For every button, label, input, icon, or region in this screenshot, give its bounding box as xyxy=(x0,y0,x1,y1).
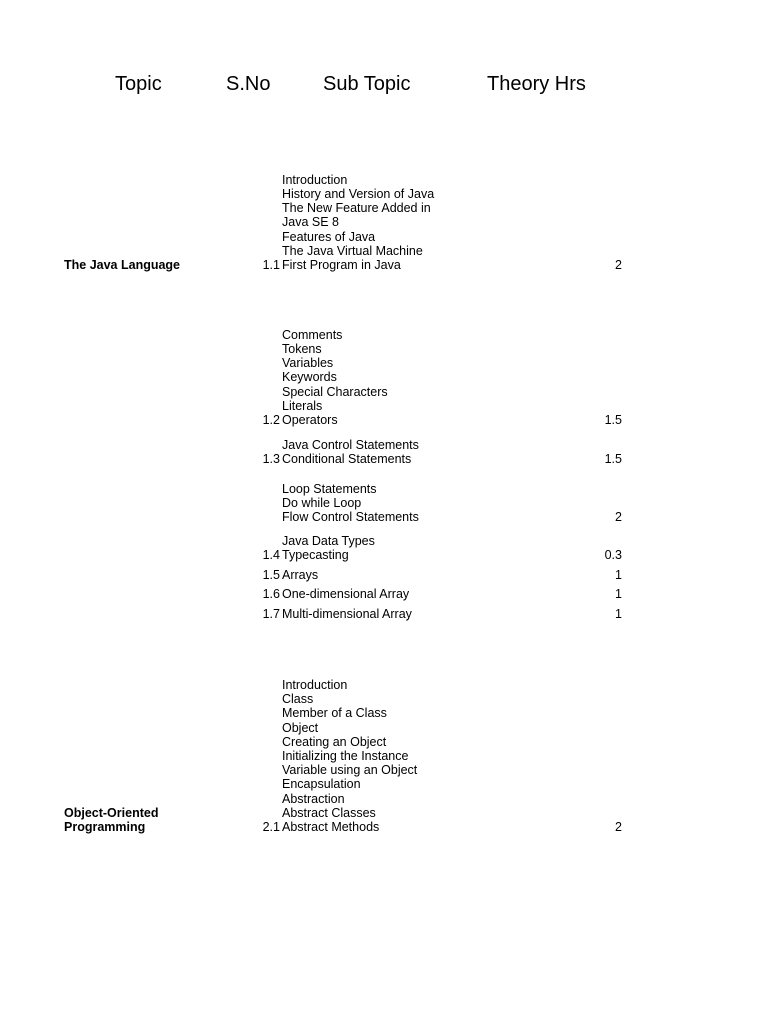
theory-hrs-cell: 1 xyxy=(615,587,622,601)
sub-topic-item: One-dimensional Array xyxy=(282,587,410,601)
sub-topic-item: Literals xyxy=(282,398,323,413)
sno-cell: 1.7 xyxy=(262,607,280,621)
sno-cell: 1.2 xyxy=(262,413,280,427)
sno-cell: 1.5 xyxy=(262,568,280,582)
sub-topic-item: Class xyxy=(282,692,314,707)
theory-hrs-cell: 2 xyxy=(615,258,622,272)
sub-topic-item: Abstraction xyxy=(282,791,345,806)
sub-topic-item: Multi-dimensional Array xyxy=(282,607,412,621)
sub-topic-item: Features of Java xyxy=(282,229,376,244)
sub-topic-item: Member of a Class xyxy=(282,706,387,721)
sub-topic-item: Arrays xyxy=(282,568,319,582)
sub-topic-cell xyxy=(282,328,388,427)
sub-topic-item: Java Control Statements xyxy=(282,437,419,452)
theory-hrs-cell: 1.5 xyxy=(604,413,622,427)
sub-topic-item: Conditional Statements xyxy=(282,452,412,466)
sub-topic-item: Encapsulation xyxy=(282,777,361,792)
sub-topic-item: The New Feature Added in xyxy=(282,201,431,216)
sub-topic-item: Operators xyxy=(282,413,338,428)
header-sno: S.No xyxy=(226,73,271,95)
topic-line: Programming xyxy=(64,820,146,834)
sub-topic-item: Keywords xyxy=(282,370,337,385)
topic-cell xyxy=(64,806,158,834)
theory-hrs-cell: 1 xyxy=(615,607,622,621)
header-topic: Topic xyxy=(115,73,162,95)
sub-topic-cell xyxy=(282,678,417,834)
theory-hrs-cell: 2 xyxy=(615,820,622,834)
sno-cell: 2.1 xyxy=(262,820,280,834)
sub-topic-item: Variable using an Object xyxy=(282,763,418,778)
topic-line: The Java Language xyxy=(64,258,181,272)
sub-topic-item: Object xyxy=(282,720,319,735)
sub-topic-item: Introduction xyxy=(282,678,348,692)
sub-topic-cell xyxy=(282,482,419,525)
sub-topic-item: Abstract Methods xyxy=(282,820,380,835)
sub-topic-item: The Java Virtual Machine xyxy=(282,243,423,258)
sub-topic-item: Creating an Object xyxy=(282,734,387,749)
sub-topic-item: First Program in Java xyxy=(282,258,401,273)
sub-topic-item: Do while Loop xyxy=(282,495,362,510)
sub-topic-item: Introduction xyxy=(282,172,348,187)
theory-hrs-cell: 1 xyxy=(615,568,622,582)
sub-topic-item: Abstract Classes xyxy=(282,805,376,820)
sub-topic-item: Typecasting xyxy=(282,548,349,562)
sub-topic-item: Tokens xyxy=(282,342,322,356)
sno-cell: 1.4 xyxy=(262,548,280,562)
sub-topic-item: Flow Control Statements xyxy=(282,510,419,524)
sub-topic-item: Loop Statements xyxy=(282,481,377,496)
theory-hrs-cell: 0.3 xyxy=(604,548,622,562)
sub-topic-cell xyxy=(282,587,409,601)
theory-hrs-cell: 2 xyxy=(615,510,622,524)
sub-topic-cell xyxy=(282,607,412,621)
sub-topic-item: Java Data Types xyxy=(282,533,375,548)
sno-cell: 1.3 xyxy=(262,452,280,466)
sno-cell: 1.6 xyxy=(262,587,280,601)
sub-topic-cell xyxy=(282,173,434,272)
sub-topic-cell xyxy=(282,438,419,466)
sno-cell: 1.1 xyxy=(262,258,280,272)
topic-cell xyxy=(64,258,180,272)
theory-hrs-cell: 1.5 xyxy=(604,452,622,466)
sub-topic-item: Java SE 8 xyxy=(282,215,339,230)
sub-topic-cell xyxy=(282,568,318,582)
header-theory-hrs: Theory Hrs xyxy=(487,73,586,95)
sub-topic-item: Special Characters xyxy=(282,384,388,399)
sub-topic-cell xyxy=(282,534,375,562)
sub-topic-item: Initializing the Instance xyxy=(282,749,409,764)
sub-topic-item: Comments xyxy=(282,327,343,342)
header-sub-topic: Sub Topic xyxy=(323,73,411,95)
topic-line: Object-Oriented xyxy=(64,805,159,820)
sub-topic-item: History and Version of Java xyxy=(282,187,435,201)
sub-topic-item: Variables xyxy=(282,356,334,371)
